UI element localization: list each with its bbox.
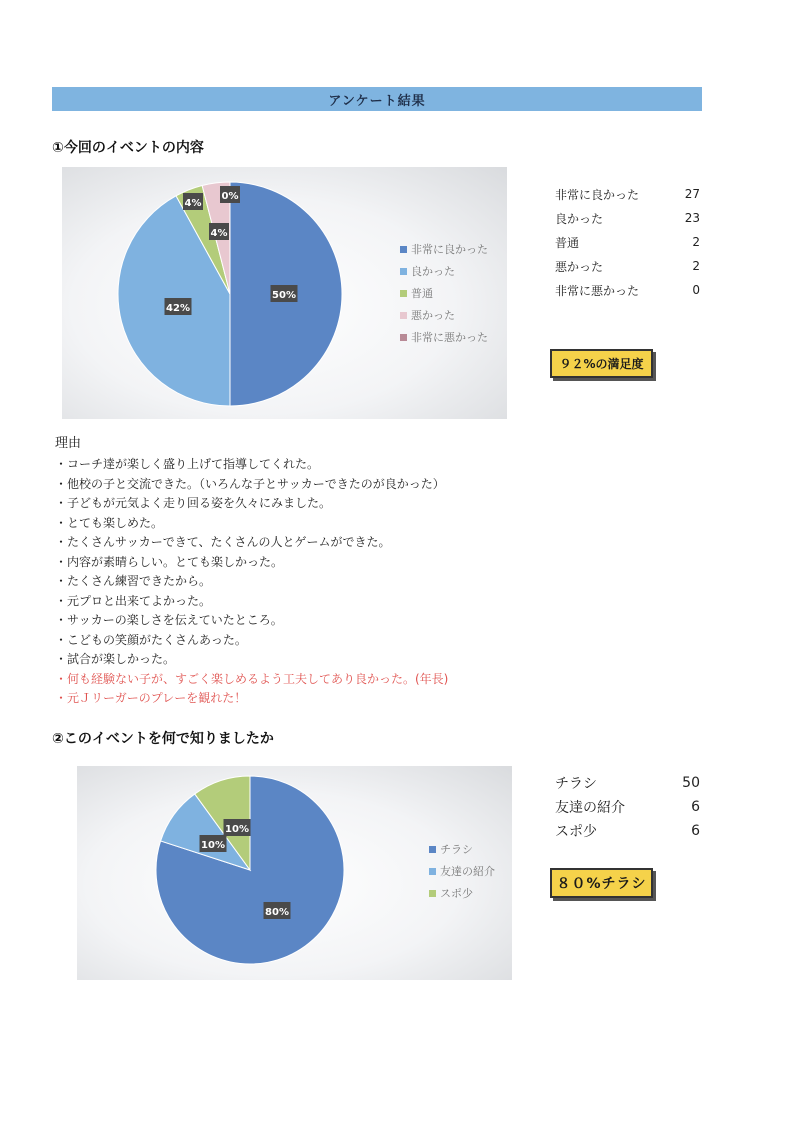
count-row	[555, 230, 700, 254]
legend-item	[429, 882, 495, 904]
pie-data-label-2	[224, 819, 251, 836]
section1-heading: ①今回のイベントの内容	[52, 140, 204, 156]
count-row	[555, 771, 700, 795]
legend-item	[400, 282, 488, 304]
reason-item: ・他校の子と交流できた。（いろんな子とサッカーできたのが良かった）	[55, 476, 445, 491]
pie-data-label-3	[209, 223, 229, 240]
count-label: 悪かった	[555, 259, 604, 274]
legend-item	[400, 238, 488, 260]
pie-data-label-1	[165, 298, 192, 315]
legend-item	[429, 838, 495, 860]
reason-item: ・何も経験ない子が、すごく楽しめるよう工夫してあり良かった。(年長)	[55, 671, 449, 686]
count-value: 50	[682, 775, 700, 791]
chart1-legend	[400, 238, 488, 348]
svg-text:10%: 10%	[201, 840, 225, 851]
reason-item: ・こどもの笑顔がたくさんあった。	[55, 632, 247, 647]
svg-text:4%: 4%	[210, 228, 228, 239]
count-row	[555, 206, 700, 230]
svg-text:0%: 0%	[221, 191, 239, 202]
count-label: 友達の紹介	[555, 800, 625, 816]
count-value: 2	[692, 259, 700, 273]
pie-data-label-0	[264, 902, 291, 919]
count-row	[555, 254, 700, 278]
reason-item: ・サッカーの楽しさを伝えていたところ。	[55, 613, 283, 627]
svg-text:10%: 10%	[225, 824, 249, 835]
legend-label: 非常に悪かった	[411, 331, 488, 344]
count-label: 普通	[555, 235, 580, 250]
legend-label: チラシ	[440, 843, 473, 856]
count-label: 非常に悪かった	[555, 283, 640, 298]
legend-label: 良かった	[411, 265, 455, 278]
reason-item: ・とても楽しめた。	[55, 515, 164, 530]
reason-item: ・たくさん練習できたから。	[55, 574, 212, 588]
reason-item: ・元プロと出来てよかった。	[55, 593, 212, 608]
legend-item	[400, 260, 488, 282]
pie-data-label-0	[271, 285, 298, 302]
chart2-legend	[429, 838, 495, 904]
pie-data-label-2	[183, 193, 203, 210]
count-value: 6	[691, 799, 700, 815]
legend-item	[429, 860, 495, 882]
legend-item	[400, 304, 488, 326]
chart1-panel	[62, 167, 507, 419]
count-row	[555, 795, 700, 819]
reasons-list	[55, 432, 448, 709]
reason-item: ・たくさんサッカーできて、たくさんの人とゲームができた。	[55, 535, 391, 549]
legend-swatch	[400, 334, 407, 341]
count-value: 6	[691, 823, 700, 839]
count-value: 0	[692, 283, 700, 297]
legend-swatch	[429, 890, 436, 897]
section1-counts	[555, 182, 700, 302]
count-label: 非常に良かった	[555, 187, 640, 202]
legend-swatch	[400, 312, 407, 319]
reason-item: ・内容が素晴らしい。とても楽しかった。	[55, 554, 284, 569]
count-value: 2	[692, 235, 700, 249]
legend-swatch	[400, 246, 407, 253]
count-label: 良かった	[555, 211, 604, 226]
legend-swatch	[400, 290, 407, 297]
legend-swatch	[429, 868, 436, 875]
count-value: 23	[684, 211, 700, 225]
svg-text:42%: 42%	[166, 303, 190, 314]
count-row	[555, 182, 700, 206]
page-title: アンケート結果	[52, 87, 702, 111]
satisfaction-badge: ９２%の満足度	[550, 349, 653, 378]
reason-item: ・試合が楽しかった。	[55, 652, 176, 666]
legend-swatch	[400, 268, 407, 275]
legend-label: スポ少	[440, 887, 473, 900]
flyer-badge: ８０%チラシ	[550, 868, 653, 898]
count-value: 27	[684, 187, 700, 201]
svg-text:80%: 80%	[265, 907, 289, 918]
legend-label: 友達の紹介	[440, 865, 495, 878]
count-row	[555, 278, 700, 302]
reasons-heading: 理由	[55, 436, 82, 451]
legend-swatch	[429, 846, 436, 853]
count-label: スポ少	[555, 824, 597, 840]
section2-heading: ②このイベントを何で知りましたか	[52, 731, 274, 747]
chart2-panel	[77, 766, 512, 980]
section2-counts	[555, 771, 700, 843]
count-label: チラシ	[555, 776, 597, 792]
legend-label: 普通	[411, 287, 433, 300]
pie-data-label-1	[200, 835, 227, 852]
svg-text:4%: 4%	[184, 198, 202, 209]
count-row	[555, 819, 700, 843]
pie-data-label-4	[220, 186, 240, 203]
legend-label: 悪かった	[411, 309, 455, 322]
legend-item	[400, 326, 488, 348]
reason-item: ・コーチ達が楽しく盛り上げて指導してくれた。	[55, 457, 320, 471]
reason-item: ・子どもが元気よく走り回る姿を久々にみました。	[55, 496, 332, 510]
svg-text:50%: 50%	[272, 290, 296, 301]
reason-item: ・元Ｊリーガーのプレーを観れた！	[55, 691, 247, 705]
legend-label: 非常に良かった	[411, 243, 488, 256]
